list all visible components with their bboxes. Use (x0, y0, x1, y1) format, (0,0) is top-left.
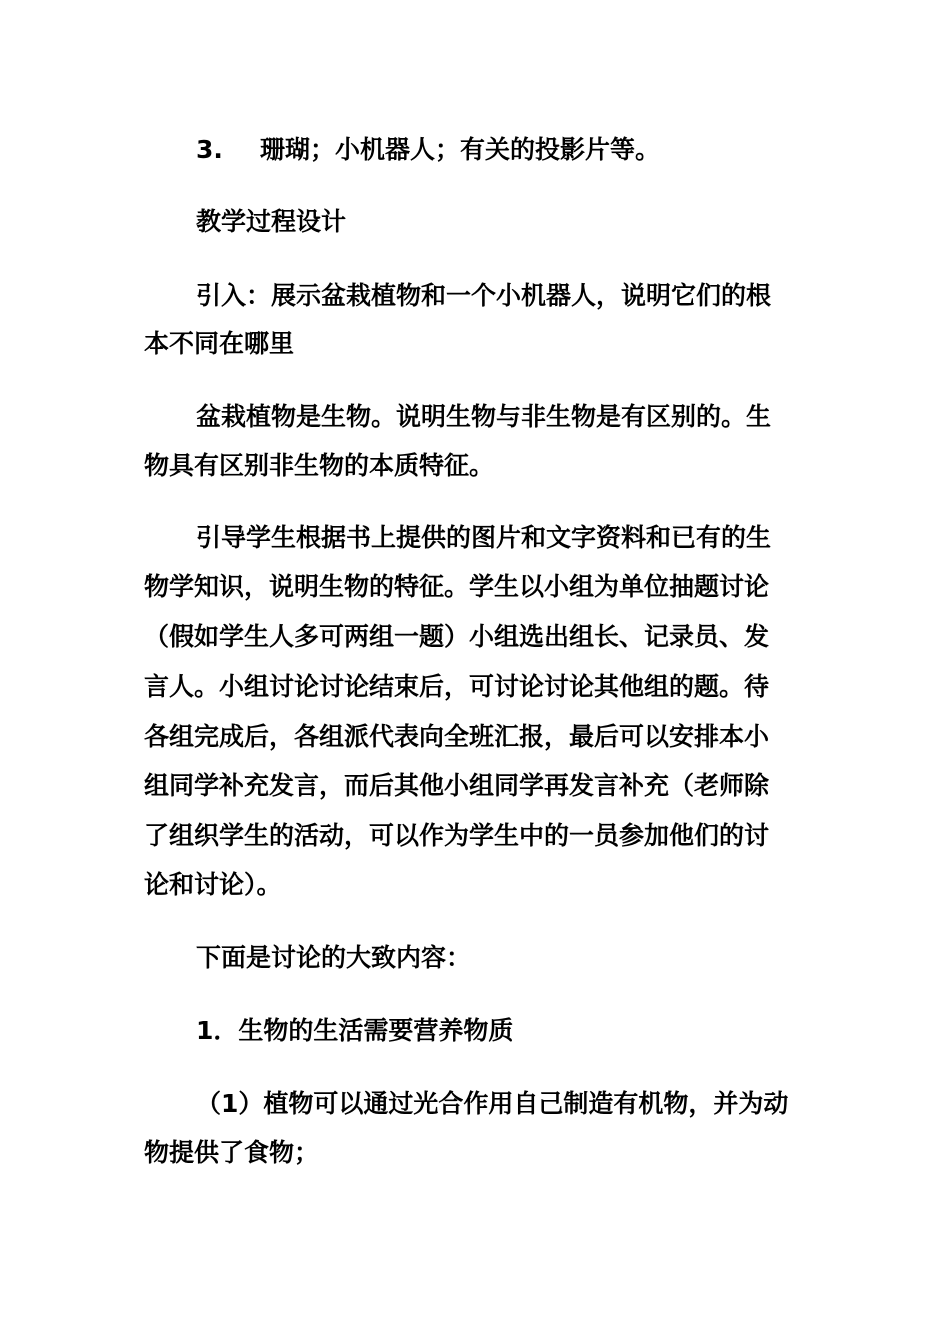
materials-item-3 (196, 135, 660, 165)
paragraph-line: （1）植物可以通过光合作用自己制造有机物，并为动 (196, 1089, 789, 1118)
paragraph-line: 言人。小组讨论讨论结束后，可讨论讨论其他组的题。待 (144, 672, 770, 701)
item-text: 珊瑚；小机器人；有关的投影片等。 (260, 135, 661, 164)
item-number: 3. (196, 135, 223, 164)
paragraph-line: 论和讨论）。 (144, 870, 282, 899)
paragraph-line: 物具有区别非生物的本质特征。 (144, 451, 495, 480)
paragraph-line: （假如学生人多可两组一题）小组选出组长、记录员、发 (144, 622, 770, 651)
list-item-heading: 1．生物的生活需要营养物质 (196, 1016, 514, 1045)
paragraph-line: 了组织学生的活动，可以作为学生中的一员参加他们的讨 (144, 821, 770, 850)
paragraph-line: 引入：展示盆栽植物和一个小机器人，说明它们的根 (196, 281, 772, 310)
paragraph-line: 组同学补充发言，而后其他小组同学再发言补充（老师除 (144, 771, 770, 800)
paragraph-line: 物提供了食物； (144, 1138, 320, 1167)
paragraph-line: 物学知识，说明生物的特征。学生以小组为单位抽题讨论 (144, 572, 770, 601)
paragraph-line: 下面是讨论的大致内容： (196, 943, 472, 972)
section-heading: 教学过程设计 (196, 207, 347, 236)
paragraph-line: 盆栽植物是生物。说明生物与非生物是有区别的。生 (196, 402, 772, 431)
paragraph-line: 各组完成后，各组派代表向全班汇报，最后可以安排本小 (144, 722, 770, 751)
paragraph-line: 引导学生根据书上提供的图片和文字资料和已有的生 (196, 523, 772, 552)
paragraph-line: 本不同在哪里 (144, 329, 295, 358)
